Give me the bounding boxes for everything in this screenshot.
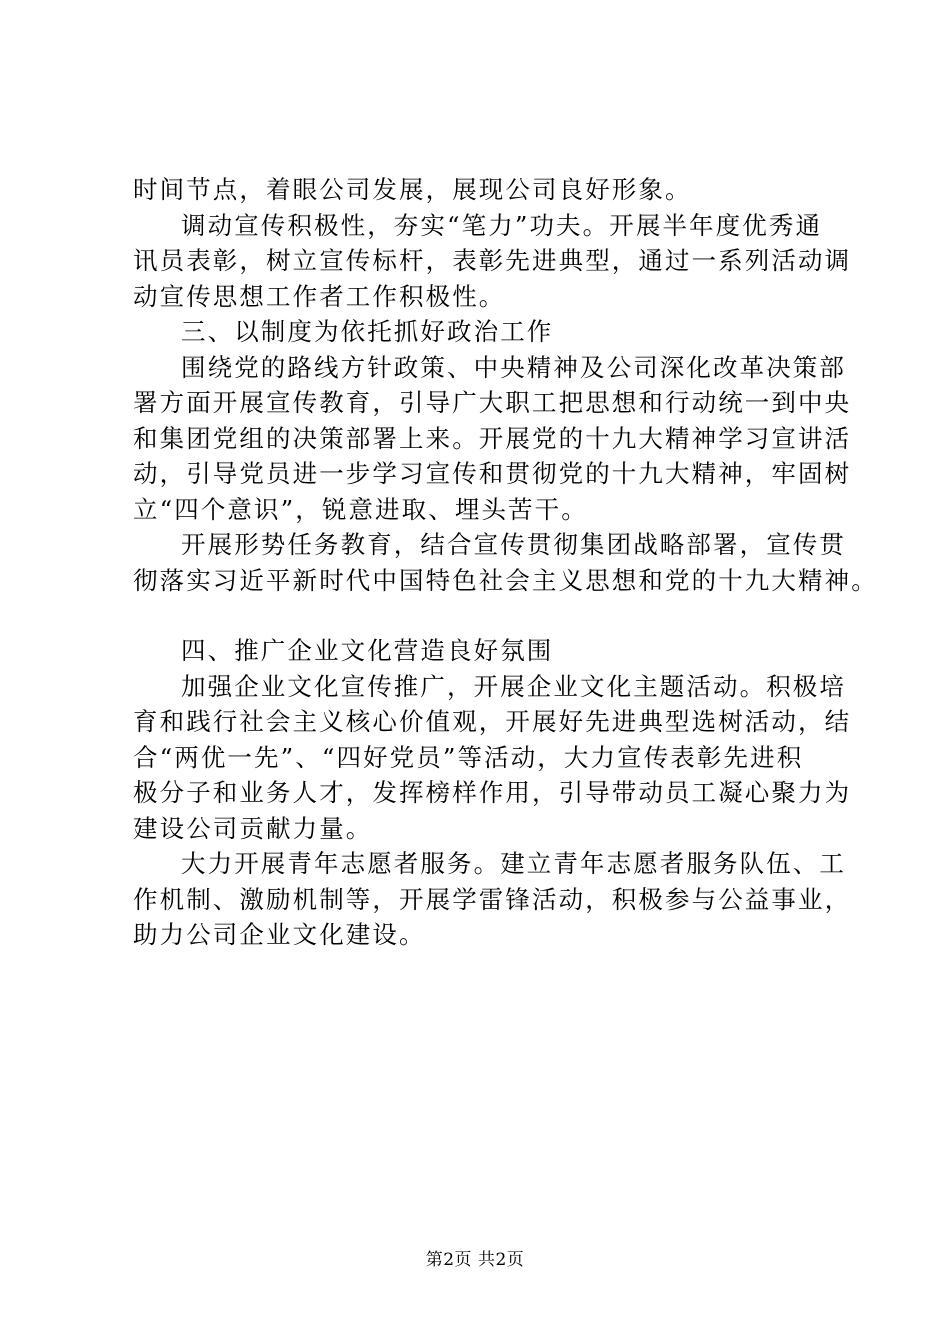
text-line: 动宣传思想工作者工作积极性。 bbox=[133, 281, 506, 311]
paragraph-gap bbox=[133, 598, 853, 633]
section-heading: 四、推广企业文化营造良好氛围 bbox=[181, 636, 554, 665]
text-line: 大力开展青年志愿者服务。建立青年志愿者服务队伍、工 bbox=[181, 849, 846, 878]
text-line: 时间节点，着眼公司发展，展现公司良好形象。 bbox=[133, 175, 692, 204]
text-line: 加强企业文化宣传推广，开展企业文化主题活动。积极培 bbox=[181, 671, 846, 701]
text-line: 和集团党组的决策部署上来。开展党的十九大精神学习宣讲活 bbox=[133, 423, 852, 453]
text-line: 调动宣传积极性，夯实“笔力”功夫。开展半年度优秀通 bbox=[181, 210, 823, 240]
text-line: 合“两优一先”、“四好党员”等活动，大力宣传表彰先进积 bbox=[133, 742, 804, 772]
text-line: 署方面开展宣传教育，引导广大职工把思想和行动统一到中央 bbox=[133, 388, 852, 417]
text-line: 建设公司贡献力量。 bbox=[133, 813, 373, 843]
text-line: 动，引导党员进一步学习宣传和贯彻党的十九大精神，牢固树 bbox=[133, 459, 852, 488]
document-body bbox=[133, 172, 878, 953]
text-line: 助力公司企业文化建设。 bbox=[133, 920, 426, 949]
text-line: 开展形势任务教育，结合宣传贯彻集团战略部署，宣传贯 bbox=[181, 530, 846, 559]
text-line: 围绕党的路线方针政策、中央精神及公司深化改革决策部 bbox=[181, 352, 846, 382]
text-line: 彻落实习近平新时代中国特色社会主义思想和党的十九大精神。 bbox=[133, 565, 878, 595]
text-line: 极分子和业务人才，发挥榜样作用，引导带动员工凝心聚力为 bbox=[133, 778, 852, 807]
text-line: 育和践行社会主义核心价值观，开展好先进典型选树活动，结 bbox=[133, 707, 852, 736]
section-heading: 三、以制度为依托抓好政治工作 bbox=[181, 317, 554, 346]
text-line: 讯员表彰，树立宣传标杆，表彰先进典型，通过一系列活动调 bbox=[133, 246, 852, 275]
text-line: 作机制、激励机制等，开展学雷锋活动，积极参与公益事业， bbox=[133, 884, 852, 914]
page-number-footer: 第2页 共2页 bbox=[425, 1250, 525, 1270]
text-line: 立“四个意识”，锐意进取、埋头苦干。 bbox=[133, 494, 588, 524]
